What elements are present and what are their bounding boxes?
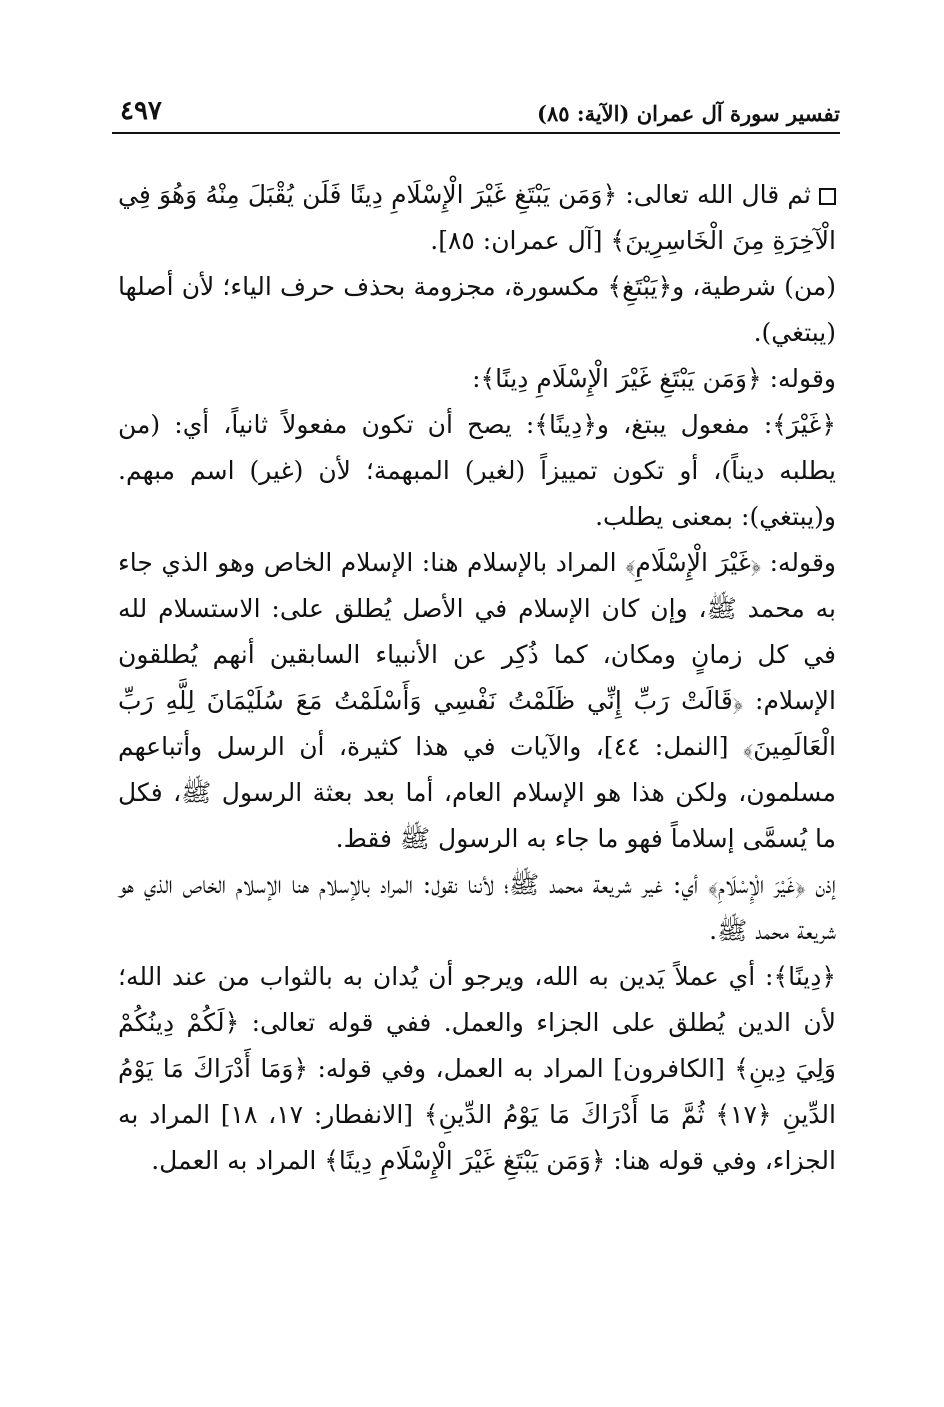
paragraph-grammar-man: (من) شرطية، و﴿يَبْتَغِ﴾ مكسورة، مجزومة بحذف حرف الياء؛ لأن أصلها (يبتغي). — [118, 272, 836, 347]
paragraph-ghayr-dinan: ﴿غَيْرَ﴾: مفعول يبتغ، و﴿دِينًا﴾: يصح أن تكون مفعولاً ثانياً، أي: (من يطلبه ديناً)، أو تكون تمييزاً (لغير) المبهمة؛ لأن (غير) اسم مبهم. و(يبتغي): بمعنى يطلب. — [118, 410, 836, 531]
paragraph-dinan: ﴿دِينًا﴾: أي عملاً يَدين به الله، ويرجو أن يُدان به بالثواب من عند الله؛ لأن الدين يُطلق على الجزاء والعمل. ففي قوله تعالى: ﴿لَكُمْ دِينُكُمْ وَلِيَ دِينِ﴾ [الكافرون] المراد به العمل، وفي قوله: ﴿وَمَا أَدْرَاكَ مَا يَوْمُ الدِّينِ ﴿١٧﴾ ثُمَّ مَا أَدْرَاكَ مَا يَوْمُ الدِّينِ﴾ [الانفطار: ١٧، ١٨] المراد به الجزاء، وفي قوله هنا: ﴿وَمَن يَبْتَغِ غَيْرَ الْإِسْلَامِ دِينًا﴾ المراد به العمل. — [118, 962, 836, 1175]
paragraph-qawluhu-1: وقوله: ﴿وَمَن يَبْتَغِ غَيْرَ الْإِسْلَامِ دِينًا﴾: — [472, 364, 836, 393]
paragraph-islam-meaning: وقوله: ﴿غَيْرَ الْإِسْلَامِ﴾ المراد بالإسلام هنا: الإسلام الخاص وهو الذي جاء به محمد ﷺ، وإن كان الإسلام في الأصل يُطلق على: الاستسلام لله في كل زمانٍ ومكان، كما ذُكِر عن الأنبياء السابقين أنهم يُطلقون الإسلام: ﴿قَالَتْ رَبِّ إِنِّي ظَلَمْتُ نَفْسِي وَأَسْلَمْتُ مَعَ سُلَيْمَانَ لِلَّهِ رَبِّ الْعَالَمِينَ﴾ [النمل: ٤٤]، والآيات في هذا كثيرة، أن الرسل وأتباعهم مسلمون، ولكن هذا هو الإسلام العام، أما بعد بعثة الرسول ﷺ، فكل ما يُسمَّى إسلاماً فهو ما جاء به الرسول ﷺ فقط. — [118, 548, 836, 853]
body-text — [118, 172, 836, 1184]
paragraph-verse-intro-text: ثم قال الله تعالى: ﴿وَمَن يَبْتَغِ غَيْرَ الْإِسْلَامِ دِينًا فَلَن يُقْبَلَ مِنْهُ وَهُوَ فِي الْآخِرَةِ مِنَ الْخَاسِرِينَ﴾ [آل عمران: ٨٥]. — [118, 180, 836, 255]
page-number: ٤٩٧ — [120, 96, 162, 126]
paragraph-idhan: إذن ﴿غَيْرَ الْإِسْلَامِ﴾ أي: غير شريعة محمد ﷺ؛ لأننا نقول: المراد بالإسلام هنا الإسلام الخاص الذي هو شريعة محمد ﷺ. — [118, 870, 836, 945]
square-bullet-icon — [819, 188, 836, 205]
running-header-title: تفسير سورة آل عمران (الآية: ٨٥) — [537, 101, 840, 126]
paragraph-verse-intro — [118, 172, 836, 264]
running-header — [112, 88, 840, 134]
